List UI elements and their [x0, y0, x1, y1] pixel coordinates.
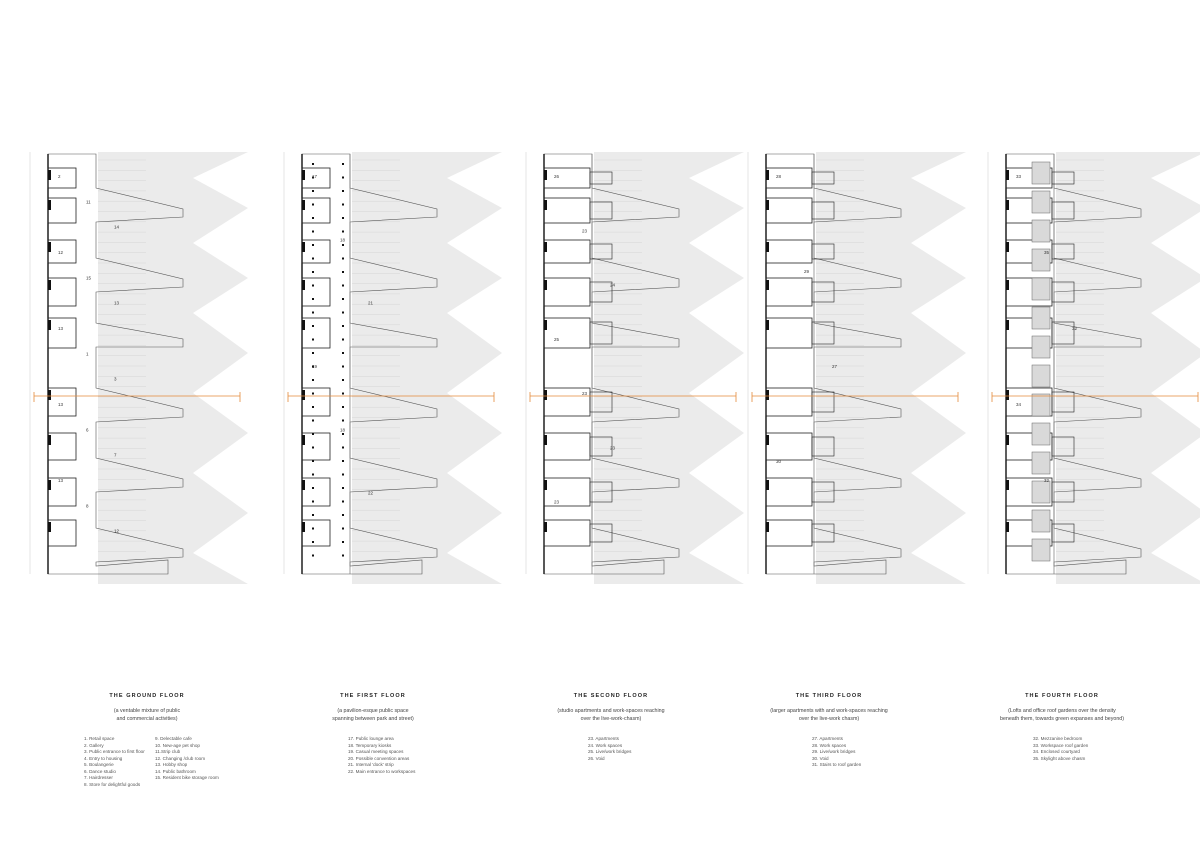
room-block [766, 240, 812, 263]
floor-title: THE SECOND FLOOR [573, 693, 649, 699]
wall-solid [302, 522, 305, 532]
skylight-box [1032, 220, 1050, 242]
room-number-label: 14 [114, 224, 120, 230]
legend-fourth [1033, 736, 1088, 762]
wall-solid [302, 242, 305, 252]
shadow-silhouette [816, 152, 966, 584]
column-dot [312, 501, 314, 503]
shadow-silhouette [98, 152, 248, 584]
room-number-label: 22 [368, 490, 374, 496]
wall-solid [544, 522, 547, 532]
legend-item: 23. Apartments [588, 736, 619, 741]
column-dot [342, 487, 344, 489]
skylight-box [1032, 365, 1050, 387]
column-dot [312, 298, 314, 300]
legend-item: 13. Hobby shop [155, 762, 188, 767]
column-dot [312, 339, 314, 341]
room-number-label: 25 [554, 336, 560, 342]
wall-solid [544, 390, 547, 400]
column-dot [312, 541, 314, 543]
column-dot [342, 312, 344, 314]
column-dot [342, 339, 344, 341]
wall-solid [302, 280, 305, 290]
wall-solid [766, 390, 769, 400]
room-number-label: 27 [832, 364, 838, 369]
legend-item: 18. Temporary kiosks [348, 742, 392, 748]
wall-solid [766, 320, 769, 330]
column-dot [312, 460, 314, 462]
wall-solid [766, 522, 769, 532]
column-dot [342, 366, 344, 368]
floor-subtitle [32, 708, 262, 723]
wall-solid [544, 280, 547, 290]
column-dot [342, 474, 344, 476]
wall-solid [48, 320, 51, 330]
wall-solid [766, 200, 769, 210]
room-number-label: 33 [1016, 174, 1022, 179]
legend-item: 7. Hairdresser [84, 775, 113, 780]
room-block [544, 478, 590, 506]
room-block [766, 318, 812, 348]
wall-solid [1006, 435, 1009, 445]
room-number-label: 2 [58, 174, 61, 179]
skylight-box [1032, 423, 1050, 445]
room-number-label: 26 [554, 174, 560, 179]
room-block [302, 478, 330, 506]
legend-item: 17. Public lounge area [348, 736, 394, 741]
room-block [48, 318, 76, 348]
wall-solid [766, 435, 769, 445]
column-dot [342, 271, 344, 273]
legend-item: 28. Work spaces [812, 742, 847, 748]
plan-drawing [28, 148, 258, 588]
column-dot [312, 352, 314, 354]
column-dot [342, 298, 344, 300]
wall-solid [48, 242, 51, 252]
legend-item: 27. Apartments [812, 736, 843, 741]
room-number-label: 17 [312, 174, 318, 179]
column-dot [312, 487, 314, 489]
room-block [48, 168, 76, 188]
floor-subtitle [714, 708, 944, 723]
room-block [544, 168, 590, 188]
wall-solid [48, 480, 51, 490]
wall-solid [544, 200, 547, 210]
room-number-label: 23 [582, 391, 588, 397]
room-number-label: 13 [58, 326, 64, 331]
legend-item: 25. Live/work bridges [588, 749, 632, 754]
column-dot [342, 528, 344, 530]
room-block [302, 520, 330, 546]
floor-plan-second [524, 148, 754, 588]
room-number-label: 8 [86, 503, 89, 509]
subtitle-line: spanning between park and street) [332, 715, 414, 722]
column-dot [342, 217, 344, 219]
legend-item: 30. Void [812, 755, 829, 761]
wall-solid [48, 435, 51, 445]
column-dot [312, 528, 314, 530]
room-block [544, 433, 590, 460]
legend-item: 21. Internal 'dock' strip [348, 762, 394, 767]
wall-solid [766, 480, 769, 490]
column-dot [312, 312, 314, 314]
floor-plan-third [746, 148, 976, 588]
wall-solid [1006, 242, 1009, 252]
column-dot [342, 460, 344, 462]
wall-solid [48, 390, 51, 400]
room-number-label: 6 [86, 427, 89, 433]
caption-first-floor [258, 693, 488, 723]
subtitle-line: over the live-work-chasm) [580, 715, 642, 722]
room-block [302, 198, 330, 223]
wall-solid [48, 170, 51, 180]
room-number-label: 15 [86, 275, 92, 281]
legend-third [812, 736, 861, 769]
room-number-label: 12 [58, 250, 64, 255]
column-dot [342, 406, 344, 408]
legend-item: 22. Main entrance to workspaces [348, 768, 416, 774]
room-block [766, 520, 812, 546]
column-dot [342, 541, 344, 543]
column-dot [312, 555, 314, 557]
column-dot [312, 217, 314, 219]
legend-item: 6. Dance studio [84, 768, 116, 774]
caption-second-floor [496, 693, 726, 723]
wall-solid [766, 170, 769, 180]
column-dot [342, 204, 344, 206]
legend-item: 35. Skylight above chasm [1033, 755, 1086, 761]
subtitle-line: beneath them, towards green expanses and beyond) [1000, 715, 1124, 722]
room-block [302, 240, 330, 263]
skylight-box [1032, 162, 1050, 184]
room-block [302, 318, 330, 348]
subtitle-line: over the live-work chasm) [798, 715, 860, 722]
subtitle-line: (larger apartments with and work-spaces reaching [770, 708, 888, 714]
column-dot [342, 325, 344, 327]
room-number-label: 7 [114, 452, 117, 458]
column-dot [312, 231, 314, 233]
plan-drawing [524, 148, 754, 588]
wall-solid [1006, 280, 1009, 290]
room-number-label: 32 [1044, 478, 1050, 483]
wall-solid [1006, 522, 1009, 532]
column-dot [312, 325, 314, 327]
legend-item: 12. Changing /club room [155, 755, 206, 761]
room-number-label: 1 [86, 351, 89, 357]
room-number-label: 13 [58, 402, 64, 407]
legend-item: 8. Store for delightful goods [84, 781, 141, 787]
skylight-box [1032, 394, 1050, 416]
skylight-box [1032, 191, 1050, 213]
wall-solid [48, 280, 51, 290]
column-dot [312, 163, 314, 165]
room-block [766, 168, 812, 188]
wall-solid [544, 480, 547, 490]
legend-item: 24. Work spaces [588, 742, 623, 748]
skylight-box [1032, 278, 1050, 300]
room-number-label: 18 [340, 237, 346, 243]
room-block [302, 433, 330, 460]
column-dot [342, 285, 344, 287]
room-number-label: 18 [340, 427, 346, 433]
floor-title: THE THIRD FLOOR [795, 693, 863, 699]
subtitle-line: (studio apartments and work-spaces reaching [557, 708, 665, 714]
room-number-label: 34 [1016, 402, 1022, 407]
plan-drawing [282, 148, 512, 588]
room-number-label: 29 [804, 269, 810, 274]
caption-fourth-floor [947, 693, 1177, 723]
wall-solid [302, 320, 305, 330]
floor-subtitle [947, 708, 1177, 723]
room-number-label: 11 [86, 199, 91, 205]
legend-item: 10. New-age pet shop [155, 742, 200, 748]
floor-title: THE FOURTH FLOOR [1025, 693, 1099, 699]
room-number-label: 28 [776, 174, 782, 179]
column-dot [312, 258, 314, 260]
room-block [766, 433, 812, 460]
column-dot [312, 420, 314, 422]
legend-item: 9. Delectable cafe [155, 736, 192, 741]
wall-solid [1006, 200, 1009, 210]
room-number-label: 12 [114, 528, 120, 534]
wall-solid [302, 435, 305, 445]
room-block [48, 278, 76, 306]
room-block [544, 198, 590, 223]
legend-item: 34. Enclosed courtyard [1033, 749, 1080, 754]
column-dot [312, 285, 314, 287]
room-block [48, 198, 76, 223]
plan-drawing [986, 148, 1200, 588]
legend-item: 19. Casual meeting spaces [348, 749, 404, 754]
wall-solid [544, 242, 547, 252]
room-block [544, 318, 590, 348]
column-dot [342, 258, 344, 260]
column-dot [342, 501, 344, 503]
column-dot [342, 190, 344, 192]
wall-solid [48, 200, 51, 210]
room-number-label: 13 [114, 300, 120, 306]
column-dot [312, 514, 314, 516]
legend-item: 31. Stairs to roof garden [812, 762, 862, 767]
skylight-box [1032, 452, 1050, 474]
skylight-box [1032, 510, 1050, 532]
room-block [302, 278, 330, 306]
wall-solid [766, 280, 769, 290]
wall-solid [1006, 390, 1009, 400]
skylight-box [1032, 481, 1050, 503]
legend-item: 4. Entry to housing [84, 755, 123, 761]
room-number-label: 3 [114, 376, 117, 382]
room-block [766, 478, 812, 506]
room-number-label: 23 [582, 228, 588, 234]
legend-item: 2. Gallery [84, 742, 104, 748]
room-number-label: 21 [368, 300, 374, 306]
column-dot [342, 514, 344, 516]
subtitle-line: (a pavilion-esque public space [337, 708, 409, 714]
floor-plan-fourth [986, 148, 1200, 588]
room-number-label: 24 [610, 282, 616, 288]
column-dot [312, 406, 314, 408]
subtitle-line: (Lofts and office roof gardens over the density [1008, 708, 1116, 714]
shadow-silhouette [352, 152, 502, 584]
legend-item: 11.Strip club [155, 749, 181, 754]
legend-ground-right [155, 736, 219, 782]
column-dot [342, 555, 344, 557]
wall-solid [302, 480, 305, 490]
legend-item: 26. Void [588, 755, 605, 761]
room-block [48, 433, 76, 460]
column-dot [342, 433, 344, 435]
room-block [766, 198, 812, 223]
column-dot [312, 393, 314, 395]
floor-title: THE FIRST FLOOR [340, 693, 406, 699]
floor-subtitle [496, 708, 726, 723]
room-number-label: 32 [1072, 326, 1078, 331]
column-dot [312, 190, 314, 192]
column-dot [312, 433, 314, 435]
column-dot [312, 244, 314, 246]
legend-item: 3. Public entrance to first floor [84, 749, 145, 754]
room-block [544, 278, 590, 306]
room-number-label: 23 [610, 445, 616, 451]
room-block [544, 520, 590, 546]
wall-solid [544, 170, 547, 180]
wall-solid [302, 390, 305, 400]
column-dot [342, 244, 344, 246]
wall-solid [1006, 170, 1009, 180]
room-block [766, 388, 812, 416]
room-number-label: 30 [776, 459, 782, 464]
legend-second [588, 736, 631, 762]
room-number-label: 23 [554, 499, 560, 505]
shadow-silhouette [594, 152, 744, 584]
caption-third-floor [714, 693, 944, 723]
column-dot [312, 474, 314, 476]
column-dot [342, 420, 344, 422]
room-number-label: 35 [1044, 250, 1050, 255]
room-number-label: 19 [312, 364, 318, 369]
room-number-label: 13 [58, 478, 64, 483]
floor-title: THE GROUND FLOOR [109, 693, 185, 699]
column-dot [342, 177, 344, 179]
legend-first [348, 736, 415, 775]
column-dot [312, 447, 314, 449]
legend-item: 5. Boulangerie [84, 762, 114, 767]
column-dot [312, 271, 314, 273]
column-dot [312, 379, 314, 381]
skylight-box [1032, 336, 1050, 358]
shadow-silhouette [1056, 152, 1200, 584]
column-dot [342, 379, 344, 381]
legend-item: 29. Live/work bridges [812, 749, 856, 754]
room-block [48, 520, 76, 546]
column-dot [342, 231, 344, 233]
legend-item: 1. Retail space [84, 736, 115, 741]
wall-solid [302, 170, 305, 180]
column-dot [342, 352, 344, 354]
column-dot [312, 204, 314, 206]
floor-subtitle [258, 708, 488, 723]
room-block [544, 240, 590, 263]
legend-item: 33. Workspace roof garden [1033, 742, 1089, 748]
column-dot [342, 163, 344, 165]
skylight-box [1032, 307, 1050, 329]
wall-solid [766, 242, 769, 252]
column-dot [342, 393, 344, 395]
legend-item: 32. Mezzanine bedroom [1033, 736, 1083, 741]
wall-solid [544, 320, 547, 330]
skylight-box [1032, 539, 1050, 561]
floor-plan-first [282, 148, 512, 588]
wall-solid [1006, 480, 1009, 490]
wall-solid [544, 435, 547, 445]
legend-item: 20. Possible convention areas [348, 755, 410, 761]
wall-solid [48, 522, 51, 532]
subtitle-line: (a ventable mixture of public [113, 708, 181, 714]
plan-drawing [746, 148, 976, 588]
legend-item: 15. Resident bike storage room [155, 775, 219, 780]
room-block [766, 278, 812, 306]
column-dot [342, 447, 344, 449]
caption-ground-floor [32, 693, 262, 723]
subtitle-line: and commercial activities) [116, 715, 178, 722]
legend-ground-left [84, 736, 145, 788]
legend-item: 14. Public bathroom [155, 768, 196, 774]
wall-solid [302, 200, 305, 210]
floor-plan-ground [28, 148, 258, 588]
room-block [302, 388, 330, 416]
wall-solid [1006, 320, 1009, 330]
